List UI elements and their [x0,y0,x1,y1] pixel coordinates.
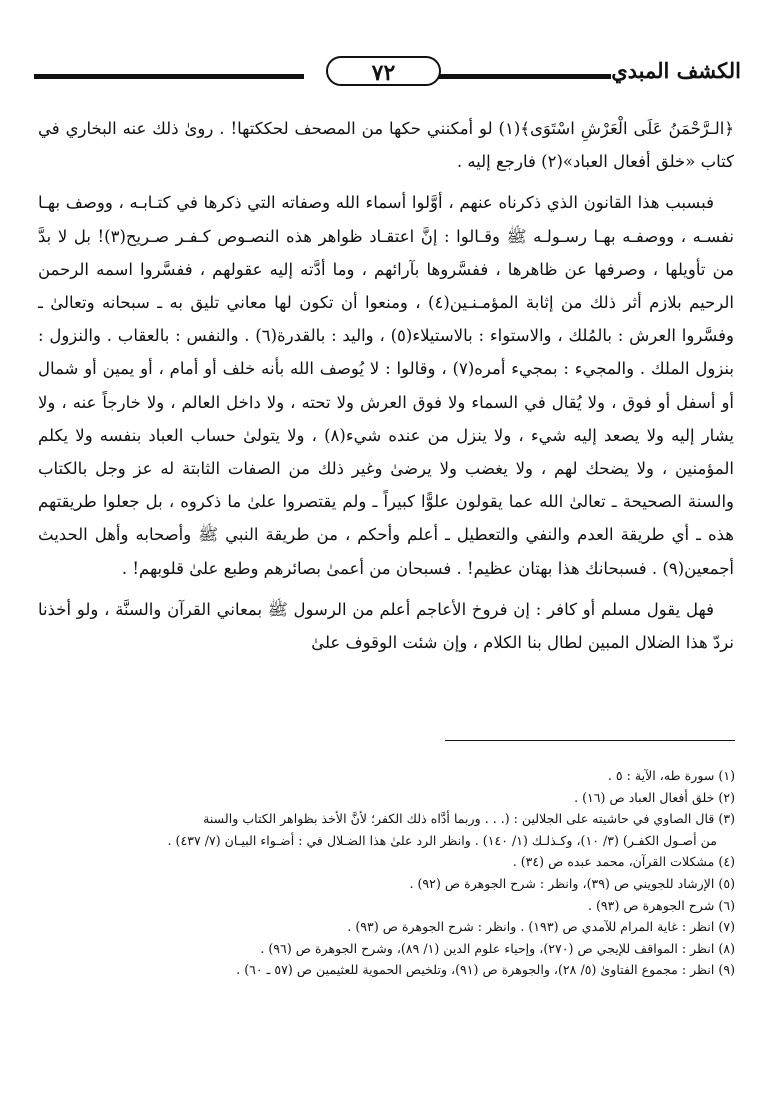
paragraph-3: فهل يقول مسلم أو كافر : إن فروخ الأعاجم أعلم من الرسول ﷺ بمعاني القرآن والسنَّة ، ولو أخذنا نردّ هذا الضلال المبين لطال بنا الكلام ، وإن شئت الوقوف علىٰ [38,599,734,653]
footnote-2: (٢) خلق أفعال العباد ص (١٦) . [574,789,735,805]
footnote-divider [445,740,735,741]
footnote-4: (٤) مشكلات القرآن، محمد عبده ص (٣٤) . [512,854,735,870]
footnotes [40,765,735,981]
header-rule-left [34,74,304,79]
footnote-7: (٧) انظر : غاية المرام للآمدي ص (١٩٣) . وانظر : شرح الجوهرة ص (٩٣) . [347,919,735,935]
running-title: الكشف المبدي [611,58,741,83]
paragraph-1: ﴿الـرَّحْمَنُ عَلَى الْعَرْشِ اسْتَوَى﴾(١) لو أمكنني حكها من المصحف لحككتها! . روىٰ ذلك عنه البخاري في كتاب «خلق أفعال العباد»(٢) فارجع إليه . [38,119,734,172]
footnote-1: (١) سورة طه، الآية : ٥ . [607,768,735,783]
main-text [38,112,734,659]
paragraph-2: فبسبب هذا القانون الذي ذكرناه عنهم ، أوَّلوا أسماء الله وصفاته التي ذكرها في كتـابـه ، ووصف بهـا نفسـه ، ووصفـه بهـا رسـولـه ﷺ وقـالوا : إنَّ اعتقـاد ظواهر هذه النصـوص كـفـر صـريح(٣)! بل لا بدَّ من تأويلها ، وصرفها عن ظاهرها ، ففسَّروها بآرائهم ، وما أدَّته إليه عقولهم ، ففسَّروا اسمه الرحمن الرحيم بلازم أثر ذلك من إثابة المؤمـنـين(٤) ، ومنعوا أن تكون لها معاني تليق به ـ سبحانه وتعالىٰ ـ وفسَّروا العرش : بالمُلك ، والاستواء : بالاستيلاء(٥) ، واليد : بالقدرة(٦) . والنفس : بالعقاب . والنزول : بنزول الملك . والمجيء : بمجيء أمره(٧) ، وقالوا : لا يُوصف الله بأنه خلف أو أمام ، أو يمين أو شمال أو أسفل أو فوق ، ولا يُقال في السماء ولا فوق العرش ولا تحته ، ولا داخل العالم ، ولا خارجاً عنه ، ولا يشار إليه ولا يصعد إليه شيء ، ولا ينزل من عنده شيء(٨) ، ولا يتولىٰ حساب العباد بنفسه ولا يكلم المؤمنين ، ولا يضحك لهم ، ولا يغضب ولا يرضىٰ وغير ذلك من الصفات الثابتة له عز وجل بالكتاب والسنة الصحيحة ـ تعالىٰ الله عما يقولون علوًّا كبيراً ـ ولم يقتصروا علىٰ ما ذكروه ، بل جعلوا طريقتهم هذه ـ أي طريقة العدم والنفي والتعطيل ـ أعلم وأحكم ، من طريقة النبي ﷺ وأصحابه وأهل الحديث أجمعين(٩) . فسبحانك هذا بهتان عظيم! . فسبحان من أعمىٰ بصائرهم وطبع علىٰ قلوبهم! . [38,193,735,578]
footnote-3: (٣) قال الصاوي في حاشيته على الجلالين : (. . . وربما أدَّاه ذلك الكفر؛ لأنَّ الأخذ بظواهر الكتاب والسنة [203,811,735,827]
footnote-6: (٦) شرح الجوهرة ص (٩٣) . [588,897,735,913]
footnote-9: (٩) انظر : مجموع الفتاوىٰ (٥/ ٢٨)، والجوهرة ص (٩١)، وتلخيص الحموية للعثيمين ص (٥٧ ـ ٦٠) . [236,962,735,978]
footnote-3-continued: من أصـول الكفـر) (٣/ ١٠)، وكـذلـك (١/ ١٤٠) . وانظر الرد علىٰ هذا الضـلال في : أضـواء البيـان (٧/ ٤٣٧) . [167,832,717,848]
footnote-8: (٨) انظر : المواقف للإيجي ص (٢٧٠)، وإحياء علوم الدين (١/ ٨٩)، وشرح الجوهرة ص (٩٦) . [260,940,735,956]
page-number: ٧٢ [326,56,441,86]
page-header [34,52,741,92]
footnote-5: (٥) الإرشاد للجويني ص (٣٩)، وانظر : شرح الجوهرة ص (٩٢) . [409,875,735,891]
